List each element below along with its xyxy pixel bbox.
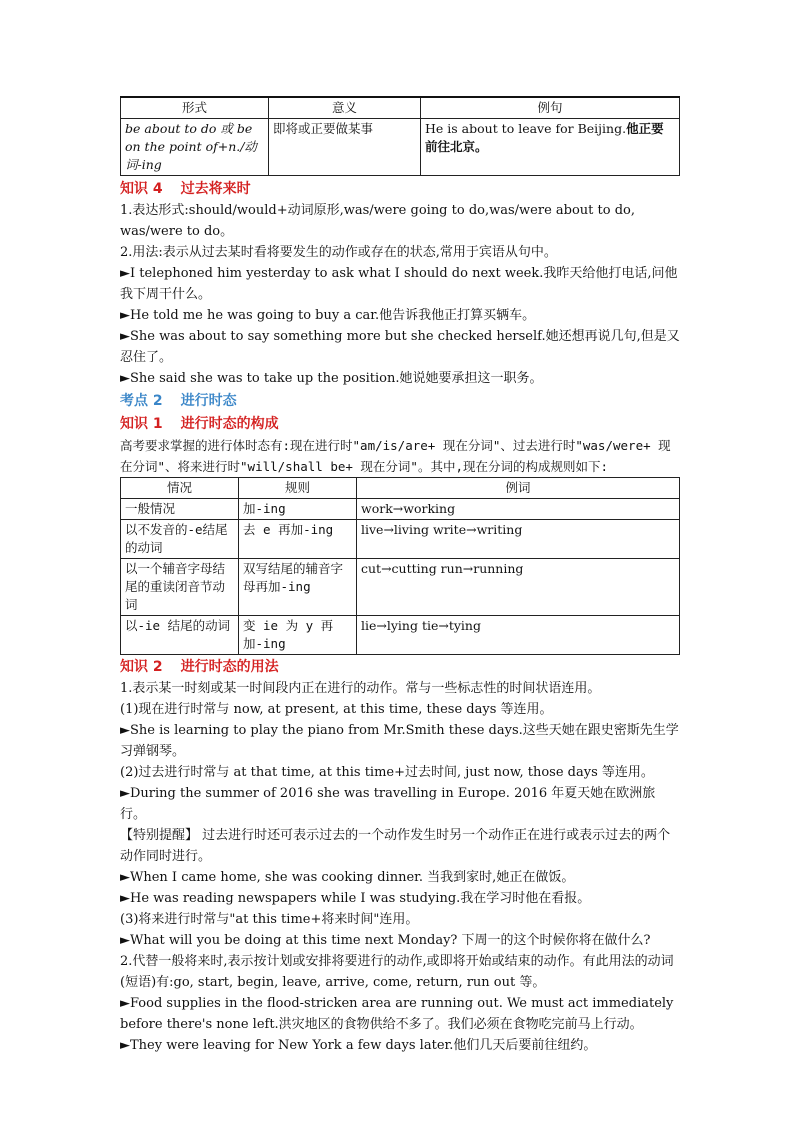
table1-example-cn: 他正要前往北京。 [425,121,664,154]
k2-example-2: ►During the summer of 2016 she was travelling in Europe. 2016 年夏天她在欧洲旅行。 [120,786,656,822]
table-row [121,616,680,655]
table2-header-example: 例词 [357,478,680,499]
table-row [121,559,680,616]
table1-cell-example [421,119,680,176]
table2-cell-case: 以一个辅音字母结尾的重读闭音节动词 [121,559,239,616]
document-page [120,96,680,1056]
k2-special-tip: 【特别提醒】 过去进行时还可表示过去的一个动作发生时另一个动作正在进行或表示过去的两个动作同时进行。 [120,828,671,864]
k2-paragraph-3: (2)过去进行时常与 at that time, at this time+过去时间, just now, those days 等连用。 [120,765,654,780]
table2-cell-case: 以不发音的-e结尾的动词 [121,520,239,559]
table2-header-rule: 规则 [239,478,357,499]
table-row [121,499,680,520]
heading-knowledge-1-num: 知识 1 [120,416,163,432]
heading-knowledge-2-num: 知识 2 [120,659,163,675]
table2-cell-example: cut→cutting run→running [357,559,680,616]
k4-example-3: ►She was about to say something more but she checked herself.她还想再说几句,但是又忍住了。 [120,329,680,365]
table2-cell-rule: 双写结尾的辅音字母再加-ing [239,559,357,616]
k2-example-4: ►He was reading newspapers while I was studying.我在学习时他在看报。 [120,891,591,906]
heading-exam-point-2 [120,390,680,412]
heading-knowledge-1-title: 进行时态的构成 [180,416,279,432]
table2-cell-example: live→living write→writing [357,520,680,559]
heading-exam-point-2-title: 进行时态 [180,393,237,409]
k2-paragraph-1: 1.表示某一时刻或某一时间段内正在进行的动作。常与一些标志性的时间状语连用。 [120,681,601,696]
table1-header-meaning: 意义 [269,97,421,119]
table1-cell-form: be about to do 或 be on the point of+n./动词-ing [121,119,269,176]
table-row [121,520,680,559]
table1-header-example: 例句 [421,97,680,119]
k1-intro: 高考要求掌握的进行体时态有:现在进行时"am/is/are+ 现在分词"、过去进行时"was/were+ 现在分词"、将来进行时"will/shall be+ 现在分词"。其中,现在分词的构成规则如下: [120,438,671,474]
k2-example-5: ►What will you be doing at this time next Monday? 下周一的这个时候你将在做什么? [120,933,651,948]
k4-example-4: ►She said she was to take up the position.她说她要承担这一职务。 [120,371,543,386]
table2-cell-rule: 加-ing [239,499,357,520]
form-meaning-table [120,96,680,176]
heading-knowledge-4 [120,178,680,200]
k2-example-6: ►Food supplies in the flood-stricken area are running out. We must act immediately before there's none left.洪灾地区的食物供给不多了。我们必须在食物吃完前马上行动。 [120,996,674,1032]
table2-cell-rule: 变 ie 为 y 再加-ing [239,616,357,655]
table2-cell-case: 一般情况 [121,499,239,520]
table2-header-case: 情况 [121,478,239,499]
participle-rules-table [120,477,680,655]
k2-paragraph-2: (1)现在进行时常与 now, at present, at this time, these days 等连用。 [120,702,553,717]
k4-paragraph-2: 2.用法:表示从过去某时看将要发生的动作或存在的状态,常用于宾语从句中。 [120,245,557,260]
table1-header-form: 形式 [121,97,269,119]
k4-paragraph-1: 1.表达形式:should/would+动词原形,was/were going to do,was/were about to do, was/were to do。 [120,203,635,239]
k4-example-2: ►He told me he was going to buy a car.他告诉我他正打算买辆车。 [120,308,536,323]
k2-example-1: ►She is learning to play the piano from Mr.Smith these days.这些天她在跟史密斯先生学习弹钢琴。 [120,723,679,759]
table1-example-en: He is about to leave for Beijing. [425,121,627,136]
k2-example-3: ►When I came home, she was cooking dinner. 当我到家时,她正在做饭。 [120,870,575,885]
heading-knowledge-2-title: 进行时态的用法 [180,659,279,675]
heading-knowledge-4-title: 过去将来时 [180,181,251,197]
k2-paragraph-4: (3)将来进行时常与"at this time+将来时间"连用。 [120,912,419,927]
table2-cell-case: 以-ie 结尾的动词 [121,616,239,655]
heading-exam-point-2-num: 考点 2 [120,393,163,409]
heading-knowledge-2 [120,656,680,678]
heading-knowledge-4-num: 知识 4 [120,181,163,197]
table2-cell-example: lie→lying tie→tying [357,616,680,655]
table1-cell-meaning: 即将或正要做某事 [269,119,421,176]
k2-example-7: ►They were leaving for New York a few days later.他们几天后要前往纽约。 [120,1038,597,1053]
table2-cell-example: work→working [357,499,680,520]
k4-example-1: ►I telephoned him yesterday to ask what I should do next week.我昨天给他打电话,问他我下周干什么。 [120,266,678,302]
k2-paragraph-5: 2.代替一般将来时,表示按计划或安排将要进行的动作,或即将开始或结束的动作。有此用法的动词(短语)有:go, start, begin, leave, arrive, come, return, run out 等。 [120,954,674,990]
heading-knowledge-1 [120,413,680,435]
table2-cell-rule: 去 e 再加-ing [239,520,357,559]
